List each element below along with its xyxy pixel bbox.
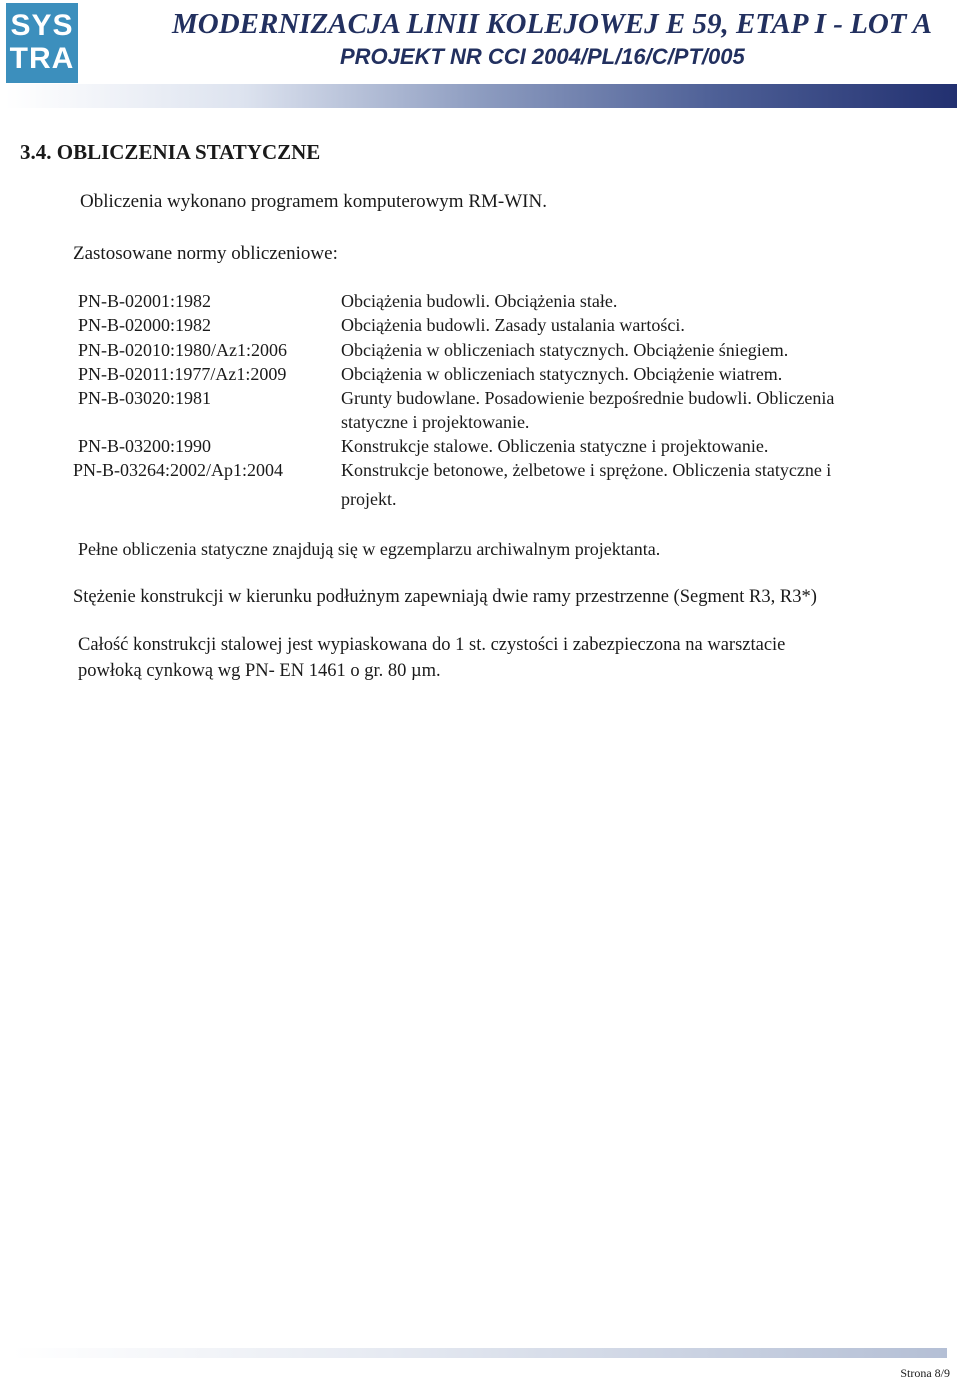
paragraph-coating-line2: powłoką cynkową wg PN- EN 1461 o gr. 80 µm. bbox=[78, 661, 441, 681]
project-title: MODERNIZACJA LINII KOLEJOWEJ E 59, ETAP I - LOT A bbox=[171, 8, 932, 40]
norm-description: Konstrukcje stalowe. Obliczenia statyczne i projektowanie. bbox=[341, 436, 769, 456]
norm-code: PN-B-02000:1982 bbox=[78, 315, 212, 335]
intro-text: Obliczenia wykonano programem komputerowym RM-WIN. bbox=[80, 191, 547, 212]
norm-code: PN-B-03200:1990 bbox=[78, 436, 212, 456]
paragraph-coating-line1: Całość konstrukcji stalowej jest wypiaskowana do 1 st. czystości i zabezpieczona na warsztacie bbox=[78, 635, 786, 655]
norm-description-cont: projekt. bbox=[341, 489, 397, 509]
page-header bbox=[0, 0, 960, 112]
norm-description: Grunty budowlane. Posadowienie bezpośrednie budowli. Obliczenia bbox=[341, 388, 835, 408]
norm-code: PN-B-02010:1980/Az1:2006 bbox=[78, 340, 287, 360]
norm-code: PN-B-02001:1982 bbox=[78, 291, 212, 311]
norm-description: Obciążenia budowli. Obciążenia stałe. bbox=[341, 291, 618, 311]
logo-text: SYS TRA bbox=[9, 9, 75, 75]
paragraph-bracing: Stężenie konstrukcji w kierunku podłużnym zapewniają dwie ramy przestrzenne (Segment R3, R3*) bbox=[73, 587, 817, 607]
norm-description: Konstrukcje betonowe, żelbetowe i sprężone. Obliczenia statyczne i bbox=[341, 460, 832, 480]
paragraph-archive: Pełne obliczenia statyczne znajdują się w egzemplarzu archiwalnym projektanta. bbox=[78, 539, 661, 559]
norm-description: Obciążenia budowli. Zasady ustalania wartości. bbox=[341, 315, 685, 335]
header-gradient-bar bbox=[5, 84, 957, 108]
footer-gradient-line bbox=[12, 1348, 947, 1358]
norm-description: Obciążenia w obliczeniach statycznych. Obciążenie śniegiem. bbox=[341, 340, 789, 360]
project-number: PROJEKT NR CCI 2004/PL/16/C/PT/005 bbox=[340, 44, 745, 69]
norm-code: PN-B-03020:1981 bbox=[78, 388, 212, 408]
norm-description: Obciążenia w obliczeniach statycznych. Obciążenie wiatrem. bbox=[341, 364, 783, 384]
norm-code: PN-B-03264:2002/Ap1:2004 bbox=[73, 460, 284, 480]
norms-heading: Zastosowane normy obliczeniowe: bbox=[73, 243, 338, 264]
norm-code: PN-B-02011:1977/Az1:2009 bbox=[78, 364, 287, 384]
norm-description-cont: statyczne i projektowanie. bbox=[341, 412, 530, 432]
section-title: 3.4. OBLICZENIA STATYCZNE bbox=[20, 140, 321, 164]
systra-logo bbox=[6, 3, 78, 83]
page-number: Strona 8/9 bbox=[900, 1366, 950, 1380]
